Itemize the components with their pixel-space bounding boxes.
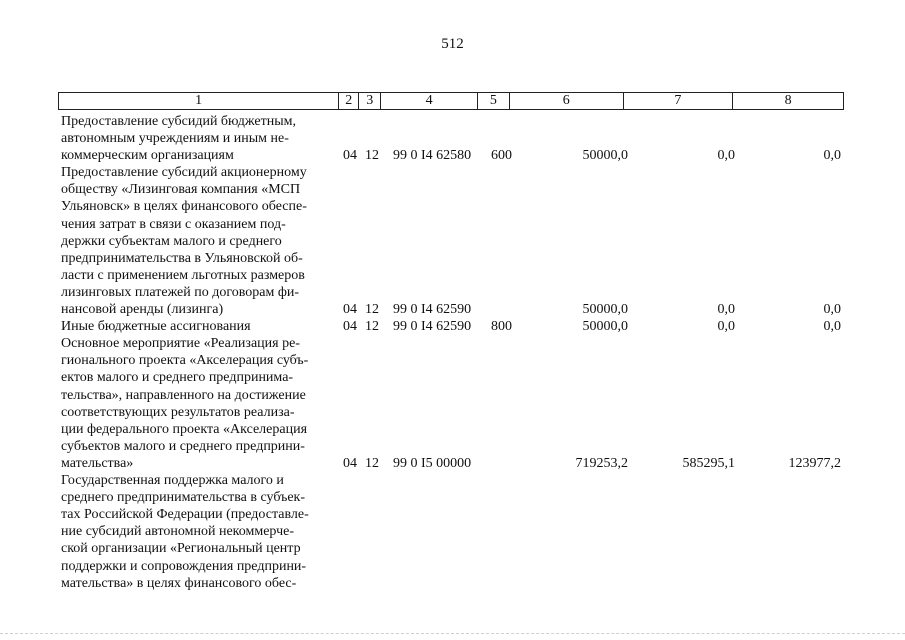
description-line: ние субсидий автономной некоммерче-	[61, 524, 294, 540]
description-line: мательства»	[61, 455, 134, 471]
description-line: соответствующих результатов реализа-	[61, 404, 295, 420]
amount-year-1: 719253,2	[575, 455, 628, 471]
subsection-code: 12	[365, 148, 379, 164]
page-bottom-edge	[0, 633, 905, 634]
description-line: коммерческим организациям	[61, 148, 234, 164]
row-description	[61, 318, 335, 335]
amount-year-2: 0,0	[717, 148, 735, 164]
amount-year-1: 50000,0	[582, 148, 628, 164]
description-line: среднего предпринимательства в субъек-	[61, 490, 306, 506]
section-code: 04	[343, 319, 357, 335]
target-article-code: 99 0 I4 62590	[393, 302, 472, 318]
header-col-7: 7	[624, 93, 734, 109]
page-number: 512	[441, 36, 464, 52]
description-line: автономным учреждениям и иным не-	[61, 131, 289, 147]
description-line: чения затрат в связи с оказанием под-	[61, 216, 286, 232]
description-line: Государственная поддержка малого и	[61, 473, 284, 489]
header-col-8: 8	[784, 93, 792, 108]
section-code: 04	[343, 455, 357, 471]
description-line: предпринимательства в Ульяновской об-	[61, 250, 303, 266]
description-line: поддержки и сопровождения предприни-	[61, 558, 307, 574]
amount-year-2: 0,0	[717, 302, 735, 318]
row-description	[61, 113, 335, 164]
description-line: мательства» в целях финансового обес-	[61, 575, 297, 591]
target-article-code: 99 0 I5 00000	[393, 455, 472, 471]
amount-year-3: 0,0	[823, 148, 841, 164]
description-line: держки субъектам малого и среднего	[61, 233, 282, 249]
description-line: лизинговых платежей по договорам фи-	[61, 284, 300, 300]
description-line: Предоставление субсидий акционерному	[61, 165, 307, 181]
target-article-code: 99 0 I4 62590	[393, 319, 472, 335]
subsection-code: 12	[365, 455, 379, 471]
amount-year-3: 0,0	[823, 319, 841, 335]
section-code: 04	[343, 148, 357, 164]
description-line: Иные бюджетные ассигнования	[61, 319, 251, 335]
description-line: ской организации «Региональный центр	[61, 541, 301, 557]
amount-year-3: 123977,2	[788, 455, 841, 471]
description-line: обществу «Лизинговая компания «МСП	[61, 182, 301, 198]
row-description	[61, 164, 335, 318]
description-line: ласти с применением льготных размеров	[61, 267, 305, 283]
amount-year-2: 585295,1	[682, 455, 735, 471]
amount-year-1: 50000,0	[582, 319, 628, 335]
header-col-6: 6	[510, 93, 624, 109]
description-line: субъектов малого и среднего предприни-	[61, 438, 305, 454]
amount-year-2: 0,0	[717, 319, 735, 335]
description-line: тах Российской Федерации (предоставле-	[61, 507, 309, 523]
description-line: Основное мероприятие «Реализация ре-	[61, 336, 300, 352]
subsection-code: 12	[365, 319, 379, 335]
row-description	[61, 472, 335, 592]
description-line: Предоставление субсидий бюджетным,	[61, 114, 297, 129]
header-col-5: 5	[478, 93, 510, 109]
description-line: ции федерального проекта «Акселерация	[61, 421, 308, 437]
description-line: ектов малого и среднего предпринима-	[61, 370, 294, 386]
row-description	[61, 335, 335, 472]
header-col-1: 1	[59, 93, 339, 109]
description-line: Ульяновск» в целях финансового обеспе-	[61, 199, 307, 215]
table-header-row	[58, 92, 844, 110]
description-line: тельства», направленного на достижение	[61, 387, 306, 403]
section-code: 04	[343, 302, 357, 318]
header-col-4: 4	[381, 93, 478, 109]
expense-type-code: 800	[491, 319, 512, 335]
header-col-2: 2	[339, 93, 359, 109]
header-col-3: 3	[359, 93, 381, 109]
expense-type-code: 600	[491, 148, 512, 164]
description-line: нансовой аренды (лизинга)	[61, 302, 224, 318]
amount-year-1: 50000,0	[582, 302, 628, 318]
target-article-code: 99 0 I4 62580	[393, 148, 472, 164]
amount-year-3: 0,0	[823, 302, 841, 318]
subsection-code: 12	[365, 302, 379, 318]
description-line: гионального проекта «Акселерация субъ-	[61, 353, 309, 369]
